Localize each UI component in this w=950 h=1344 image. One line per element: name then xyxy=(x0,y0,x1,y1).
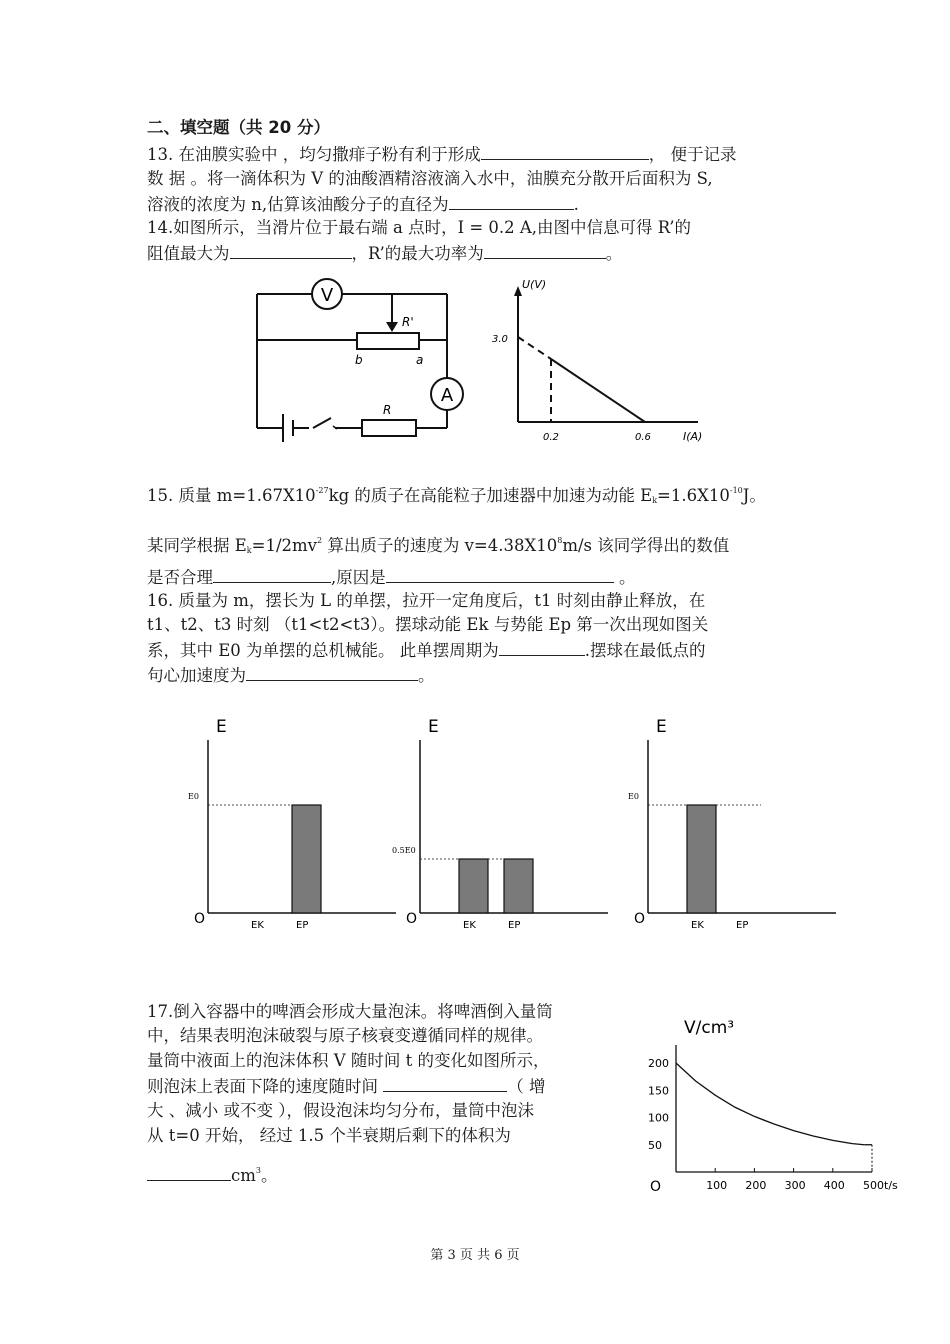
q15-blank-2[interactable] xyxy=(386,566,614,583)
origin-label: O xyxy=(634,911,646,927)
circuit-diagram xyxy=(245,270,475,440)
q15-blank-1[interactable] xyxy=(213,566,331,583)
category-label: EP xyxy=(508,920,521,931)
origin-label: O xyxy=(194,911,206,927)
q17-text: 。 xyxy=(260,1166,278,1185)
q15-text: 。 xyxy=(613,568,636,587)
q17-line-1: 17.倒入容器中的啤酒会形成大量泡沫。将啤酒倒入量筒 xyxy=(147,1002,553,1021)
q14-blank-2[interactable] xyxy=(484,242,606,259)
q15-text: 是否合理 xyxy=(147,568,213,587)
y-tick-label: 150 xyxy=(648,1084,669,1098)
q14-text: 阻值最大为 xyxy=(147,244,230,263)
y-tick-label: 200 xyxy=(648,1057,669,1070)
ammeter-label: A xyxy=(440,385,454,406)
q14-line-1: 14.如图所示，当滑片位于最右端 a 点时，I = 0.2 A,由图中信息可得 R’的 xyxy=(147,218,692,237)
category-label: EP xyxy=(296,920,309,931)
section-title: 二、填空题（共 20 分） xyxy=(147,118,330,137)
q15-line-1 xyxy=(147,480,766,512)
q15-sub: k xyxy=(246,546,252,555)
energy-bar xyxy=(687,805,716,913)
y-tick-label: 100 xyxy=(648,1111,669,1125)
q13-line-1 xyxy=(147,143,736,166)
level-label: E0 xyxy=(188,792,199,801)
category-label: EK xyxy=(463,920,476,931)
q15-text: 15. 质量 m=1.67X10 xyxy=(147,486,316,505)
energy-bar xyxy=(504,859,533,913)
ui-x-tick-2: 0.6 xyxy=(635,432,651,443)
q15-text: J。 xyxy=(742,486,766,505)
page-total: 6 xyxy=(494,1248,503,1263)
q14-text: 。 xyxy=(605,244,623,263)
origin-label: O xyxy=(406,911,418,927)
footer-text: 第 xyxy=(430,1248,448,1263)
q16-line-3 xyxy=(147,639,706,662)
q13-text: . xyxy=(573,195,579,214)
category-label: EK xyxy=(691,920,704,931)
q13-line-3 xyxy=(147,193,579,216)
q13-text: 溶液的浓度为 n,估算该油酸分子的直径为 xyxy=(147,195,449,214)
category-label: EP xyxy=(736,920,749,931)
y-axis-label: E xyxy=(428,717,439,737)
q16-text: 。 xyxy=(418,666,435,685)
q15-exp: -27 xyxy=(315,486,329,495)
q16-line-2: t1、t2、t3 时刻 （t1<t2<t3）。摆球动能 Ek 与势能 Ep 第一次出现如图关 xyxy=(147,615,709,634)
q17-blank-1[interactable] xyxy=(383,1075,507,1092)
q13-text: ， 便于记录 xyxy=(648,145,737,164)
q17-text: 则泡沫上表面下降的速度随时间 xyxy=(147,1077,378,1096)
q17-text: （ 增 xyxy=(507,1077,546,1096)
q16-line-4 xyxy=(147,664,435,687)
decay-curve xyxy=(676,1063,864,1145)
end-b-label: b xyxy=(355,353,363,367)
q13-text: 13. 在油膜实验中 ，均匀撒痱子粉有利于形成 xyxy=(147,145,481,164)
q15-text: ,原因是 xyxy=(331,568,386,587)
q17-line-7 xyxy=(147,1160,277,1187)
x-tick-label: 400 xyxy=(823,1179,845,1192)
q16-text: 句心加速度为 xyxy=(147,666,246,685)
ui-y-label: U(V) xyxy=(522,278,547,291)
q17-line-2: 中，结果表明泡沫破裂与原子核衰变遵循同样的规律。 xyxy=(147,1026,543,1045)
q14-line-2 xyxy=(147,242,622,265)
q15-text: 某同学根据 E xyxy=(147,536,247,555)
rheostat-label: R' xyxy=(402,315,414,329)
category-label: EK xyxy=(251,920,264,931)
q15-text: 算出质子的速度为 v=4.38X10 xyxy=(322,536,558,555)
y-axis-label: E xyxy=(216,717,227,737)
level-label: 0.5E0 xyxy=(392,846,416,855)
q17-line-3: 量筒中液面上的泡沫体积 V 随时间 t 的变化如图所示， xyxy=(147,1051,550,1070)
energy-bar-charts xyxy=(0,700,950,950)
q17-text: cm xyxy=(231,1166,256,1185)
y-tick-label: 50 xyxy=(648,1138,662,1152)
q13-blank-1[interactable] xyxy=(481,143,649,160)
q16-text: 系，其中 E0 为单摆的总机械能。 此单摆周期为 xyxy=(147,641,499,660)
q16-blank-2[interactable] xyxy=(246,664,418,681)
x-tick-label: 200 xyxy=(745,1179,767,1192)
q17-blank-2[interactable] xyxy=(147,1164,231,1181)
q15-text: =1/2mv xyxy=(251,536,318,555)
footer-text: 页 共 xyxy=(455,1248,495,1263)
q13-blank-2[interactable] xyxy=(449,193,574,210)
q15-sub: k xyxy=(652,496,658,505)
ui-graph xyxy=(478,274,708,449)
x-axis-label: t/s xyxy=(884,1179,898,1192)
end-a-label: a xyxy=(416,353,424,367)
ui-solid-line xyxy=(551,359,645,422)
q17-exp: 3 xyxy=(255,1166,261,1175)
page-footer xyxy=(0,1244,950,1263)
q17-line-6: 从 t=0 开始， 经过 1.5 个半衰期后剩下的体积为 xyxy=(147,1126,511,1145)
q16-line-1: 16. 质量为 m，摆长为 L 的单摆，拉开一定角度后，t1 时刻由静止释放，在 xyxy=(147,591,706,610)
y-axis-label: E xyxy=(656,717,667,737)
slider-arrow-icon xyxy=(386,322,398,332)
page-number: 3 xyxy=(447,1248,456,1263)
q15-text: kg 的质子在高能粒子加速器中加速为动能 E xyxy=(328,486,653,505)
q15-text: m/s 该同学得出的数值 xyxy=(562,536,730,555)
level-label: E0 xyxy=(628,792,639,801)
q15-line-2 xyxy=(147,530,729,562)
energy-chart-2 xyxy=(392,717,608,931)
energy-bar xyxy=(292,805,321,913)
x-tick-label: 100 xyxy=(706,1179,728,1192)
x-tick-label: 300 xyxy=(784,1179,806,1192)
q15-text: =1.6X10 xyxy=(657,486,730,505)
q17-line-4 xyxy=(147,1075,546,1098)
energy-chart-1 xyxy=(188,717,396,931)
resistor-label: R xyxy=(383,403,392,417)
origin-label: O xyxy=(650,1179,662,1195)
x-tick-label: 500 xyxy=(863,1179,884,1192)
voltmeter-label: V xyxy=(320,285,334,306)
ui-x-label: I(A) xyxy=(683,430,703,443)
ui-dashed-line xyxy=(518,337,551,359)
q15-exp: -10 xyxy=(729,486,743,495)
q15-exp: 8 xyxy=(557,536,563,545)
y-arrow-icon xyxy=(514,286,522,296)
q16-text: .摆球在最低点的 xyxy=(584,641,706,660)
q14-blank-1[interactable] xyxy=(230,242,352,259)
ui-y-tick: 3.0 xyxy=(492,334,508,345)
ui-x-tick-1: 0.2 xyxy=(543,432,559,443)
q15-line-3 xyxy=(147,566,636,589)
energy-chart-3 xyxy=(628,717,836,931)
q13-line-2: 数 据 。将一滴体积为 V 的油酸酒精溶液滴入水中，油膜充分散开后面积为 S, xyxy=(147,169,713,188)
q14-text: ，R’的最大功率为 xyxy=(351,244,484,263)
q15-exp: 2 xyxy=(317,536,323,545)
footer-text: 页 xyxy=(502,1248,520,1263)
q17-line-5: 大 、减小 或不变 ），假设泡沫均匀分布，量筒中泡沫 xyxy=(147,1101,534,1120)
y-axis-label: V/cm³ xyxy=(684,1018,735,1038)
energy-bar xyxy=(459,859,488,913)
q16-blank-1[interactable] xyxy=(499,639,585,656)
volume-time-chart xyxy=(640,1005,910,1210)
